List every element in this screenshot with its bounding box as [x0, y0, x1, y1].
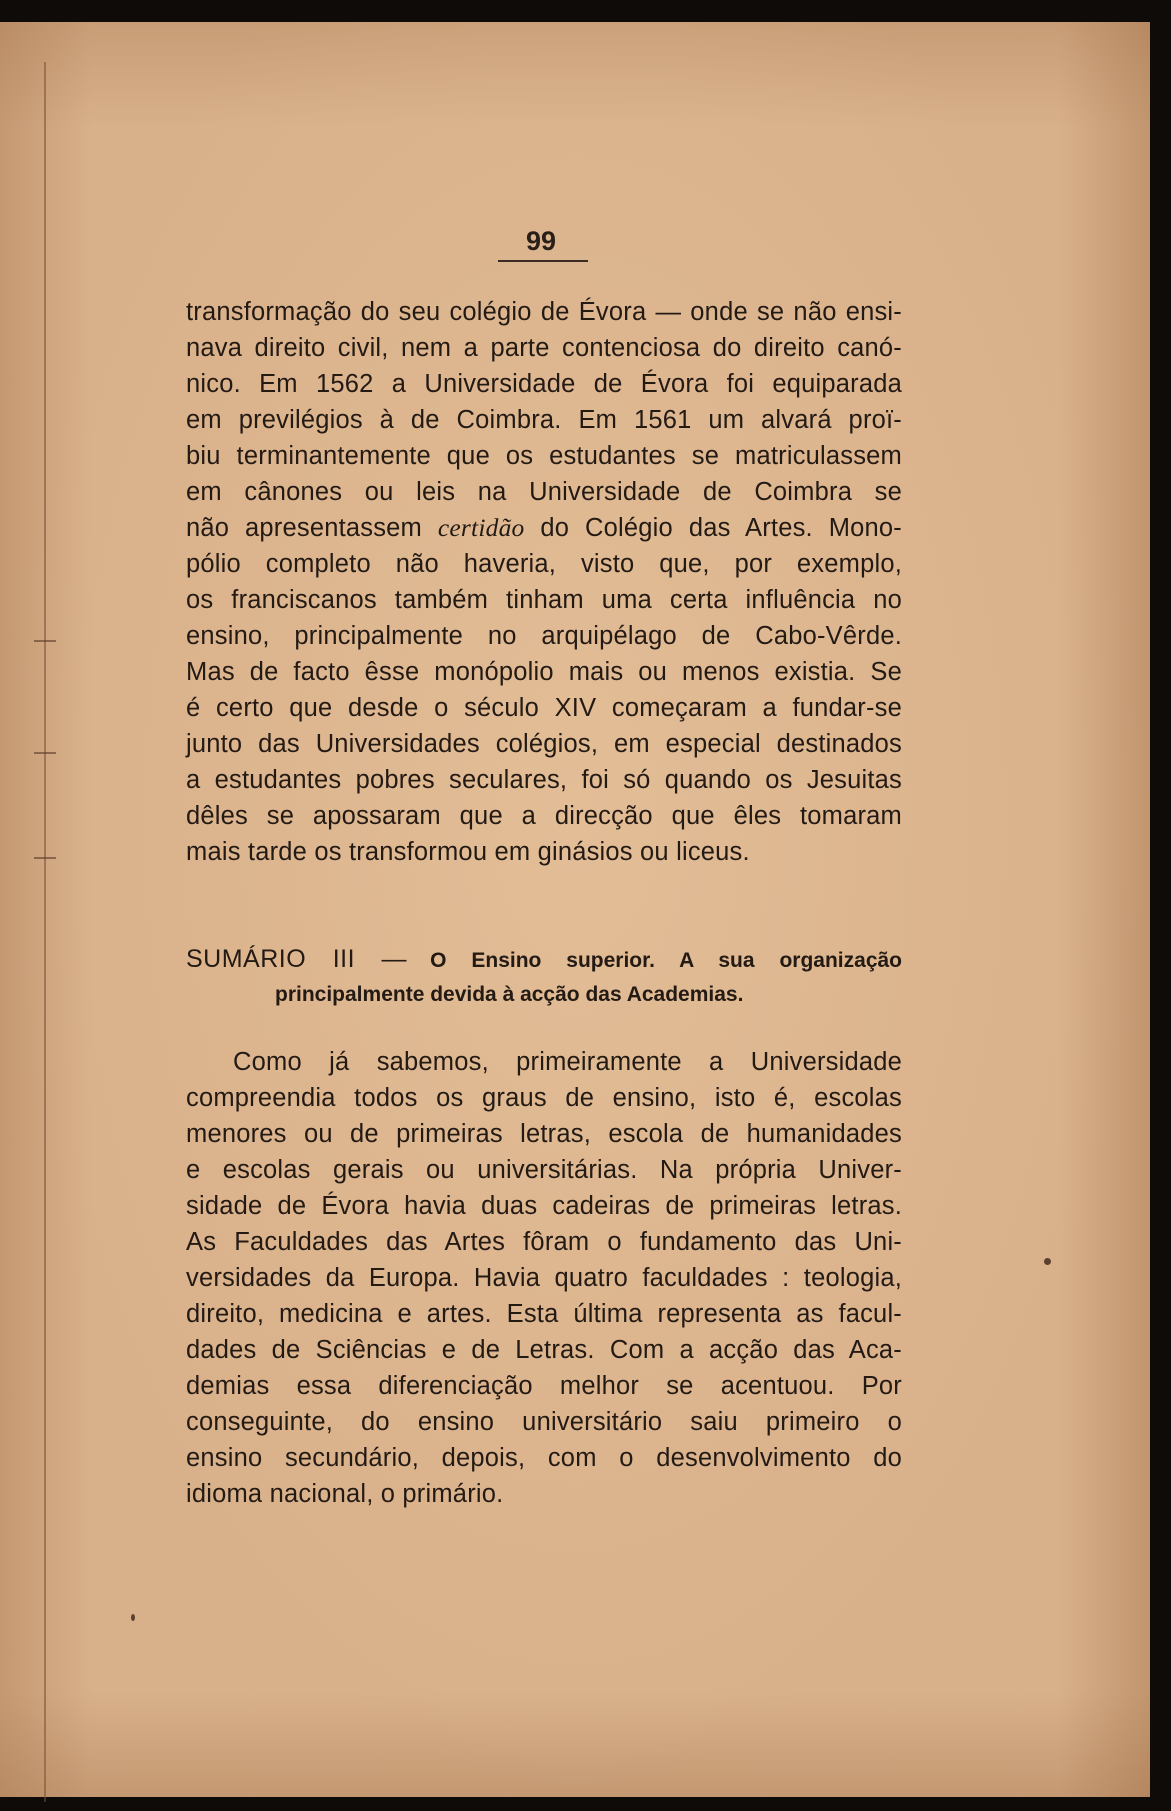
paragraph-1: [186, 294, 902, 870]
binding-tick: [34, 640, 56, 642]
text-line: dêles se apossaram que a direcção que êles tomaram: [186, 802, 902, 830]
page-number-rule: [498, 260, 588, 262]
text-line: nico. Em 1562 a Universidade de Évora foi equiparada: [186, 370, 902, 398]
text-line: é certo que desde o século XIV começaram a fundar-se: [186, 694, 902, 722]
text-line: em previlégios à de Coimbra. Em 1561 um alvará proï-: [186, 406, 902, 434]
binding-tick: [34, 857, 56, 859]
text-line: dades de Sciências e de Letras. Com a acção das Aca-: [186, 1336, 902, 1364]
text-line: ensino, principalmente no arquipélago de Cabo-Vêrde.: [186, 622, 902, 650]
text-line: e escolas gerais ou universitárias. Na própria Univer-: [186, 1156, 902, 1184]
text-line: idioma nacional, o primário.: [186, 1480, 504, 1508]
paper-speck: [131, 1614, 135, 1621]
book-page: [0, 22, 1150, 1797]
text-run: não apresentassem: [186, 514, 422, 542]
paragraph-2: [186, 1044, 902, 1512]
summary-line-2: [186, 977, 902, 1012]
text-line: demias essa diferenciação melhor se acentuou. Por: [186, 1372, 902, 1400]
text-line: Mas de facto êsse monópolio mais ou menos existia. Se: [186, 658, 902, 686]
page-number: 99: [525, 226, 557, 256]
text-line: nava direito civil, nem a parte contenciosa do direito canó-: [186, 334, 902, 362]
summary-title: O Ensino superior. A sua organização: [430, 949, 903, 972]
text-line: menores ou de primeiras letras, escola de humanidades: [186, 1120, 902, 1148]
text-line: sidade de Évora havia duas cadeiras de primeiras letras.: [186, 1192, 902, 1220]
text-line: conseguinte, do ensino universitário saiu primeiro o: [186, 1408, 902, 1436]
text-line: pólio completo não haveria, visto que, por exemplo,: [186, 550, 902, 578]
text-line: junto das Universidades colégios, em especial destinados: [186, 730, 902, 758]
summary-title-continued: principalmente devida à acção das Academias.: [275, 983, 744, 1006]
text-line: Como já sabemos, primeiramente a Universidade: [233, 1048, 902, 1076]
text-line: a estudantes pobres seculares, foi só quando os Jesuitas: [186, 766, 902, 794]
text-line: biu terminantemente que os estudantes se matriculassem: [186, 442, 902, 470]
text-run: do Colégio das Artes. Mono-: [540, 514, 902, 542]
section-summary: [186, 942, 902, 1012]
summary-line-1: [186, 942, 902, 977]
text-line-with-emphasis: [186, 510, 902, 546]
binding-edge: [44, 62, 46, 1802]
summary-label: SUMÁRIO III —: [186, 945, 408, 973]
text-line: compreendia todos os graus de ensino, isto é, escolas: [186, 1084, 902, 1112]
text-line: direito, medicina e artes. Esta última representa as facul-: [186, 1300, 902, 1328]
text-line: versidades da Europa. Havia quatro faculdades : teologia,: [186, 1264, 902, 1292]
text-line: em cânones ou leis na Universidade de Coimbra se: [186, 478, 902, 506]
text-line: mais tarde os transformou em ginásios ou liceus.: [186, 838, 750, 866]
emphasized-word: certidão: [437, 513, 525, 542]
binding-tick: [34, 752, 56, 754]
paper-speck: [1044, 1258, 1051, 1265]
text-line: ensino secundário, depois, com o desenvolvimento do: [186, 1444, 902, 1472]
text-line: As Faculdades das Artes fôram o fundamento das Uni-: [186, 1228, 902, 1256]
text-line: transformação do seu colégio de Évora — onde se não ensi-: [186, 298, 902, 326]
text-line: os franciscanos também tinham uma certa influência no: [186, 586, 902, 614]
